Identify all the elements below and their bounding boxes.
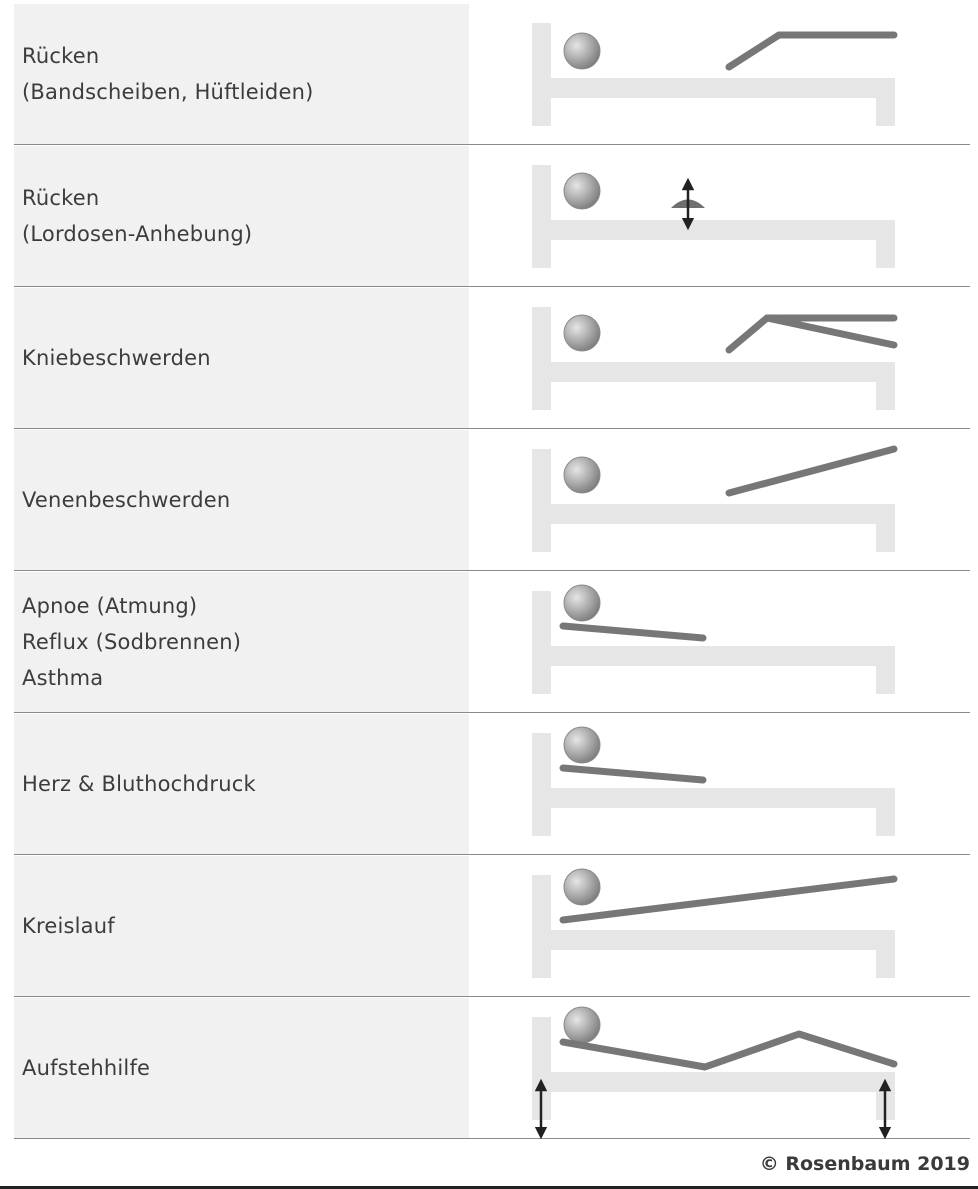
condition-text: Kreislauf (22, 914, 115, 938)
condition-label (14, 146, 469, 286)
bed-frame-rail (532, 646, 895, 666)
condition-text: (Bandscheiben, Hüftleiden) (22, 80, 314, 104)
bed-position-illustration (469, 572, 970, 712)
condition-text: Aufstehhilfe (22, 1056, 151, 1080)
bed-headboard (532, 875, 551, 978)
bed-footboard (876, 78, 895, 126)
bed-headboard (532, 307, 551, 410)
bed-diagram (469, 430, 970, 571)
condition-text: Rücken (22, 186, 100, 210)
head-circle (564, 1007, 600, 1043)
head-circle (564, 33, 600, 69)
bed-footboard (876, 362, 895, 410)
condition-text: Kniebeschwerden (22, 346, 211, 370)
bed-position-illustration (469, 856, 970, 996)
bed-frame-rail (532, 930, 895, 950)
condition-text: (Lordosen-Anhebung) (22, 222, 253, 246)
head-circle (564, 173, 600, 209)
bed-diagram (469, 998, 970, 1139)
bed-diagram (469, 714, 970, 855)
bed-footboard (876, 788, 895, 836)
bed-footboard (876, 930, 895, 978)
bed-position-illustration (469, 714, 970, 854)
head-circle (564, 585, 600, 621)
bed-frame-rail (532, 1072, 895, 1092)
bed-position-illustration (469, 146, 970, 286)
bed-position-illustration (469, 4, 970, 144)
bed-headboard (532, 591, 551, 694)
condition-label (14, 856, 469, 996)
table-row (14, 430, 970, 571)
mattress-line (563, 626, 703, 638)
bed-frame-rail (532, 504, 895, 524)
head-circle (564, 727, 600, 763)
table-row (14, 288, 970, 429)
mattress-line (729, 318, 894, 350)
table-row (14, 4, 970, 145)
table-row (14, 146, 970, 287)
condition-text: Rücken (22, 44, 100, 68)
bed-diagram (469, 572, 970, 713)
head-circle (564, 869, 600, 905)
condition-label (14, 714, 469, 854)
mattress-line (729, 35, 894, 67)
condition-label (14, 288, 469, 428)
mattress-line (767, 318, 894, 345)
table-row (14, 572, 970, 713)
mattress-line (563, 1034, 894, 1067)
bed-headboard (532, 165, 551, 268)
bed-footboard (876, 220, 895, 268)
bed-headboard (532, 733, 551, 836)
condition-text: Asthma (22, 666, 104, 690)
bed-diagram (469, 146, 970, 287)
condition-text: Venenbeschwerden (22, 488, 231, 512)
bed-position-illustration (469, 288, 970, 428)
condition-label (14, 430, 469, 570)
bed-footboard (876, 646, 895, 694)
bed-frame-rail (532, 788, 895, 808)
condition-text: Reflux (Sodbrennen) (22, 630, 242, 654)
head-circle (564, 457, 600, 493)
mattress-line (729, 449, 894, 493)
bed-diagram (469, 288, 970, 429)
bed-frame-rail (532, 78, 895, 98)
bed-position-illustration (469, 430, 970, 570)
bed-diagram (469, 856, 970, 997)
condition-text: Herz & Bluthochdruck (22, 772, 256, 796)
copyright-notice: © Rosenbaum 2019 (759, 1153, 970, 1175)
mattress-line (563, 879, 894, 920)
condition-text: Apnoe (Atmung) (22, 594, 198, 618)
table-row (14, 998, 970, 1139)
mattress-line (563, 768, 703, 780)
bed-footboard (876, 504, 895, 552)
bed-position-illustration (469, 998, 970, 1138)
bed-headboard (532, 23, 551, 126)
condition-label (14, 572, 469, 712)
bed-frame-rail (532, 362, 895, 382)
table-row (14, 856, 970, 997)
condition-label (14, 4, 469, 144)
bed-frame-rail (532, 220, 895, 240)
bed-diagram (469, 4, 970, 145)
condition-label (14, 998, 469, 1138)
table-row (14, 714, 970, 855)
head-circle (564, 315, 600, 351)
bed-headboard (532, 449, 551, 552)
